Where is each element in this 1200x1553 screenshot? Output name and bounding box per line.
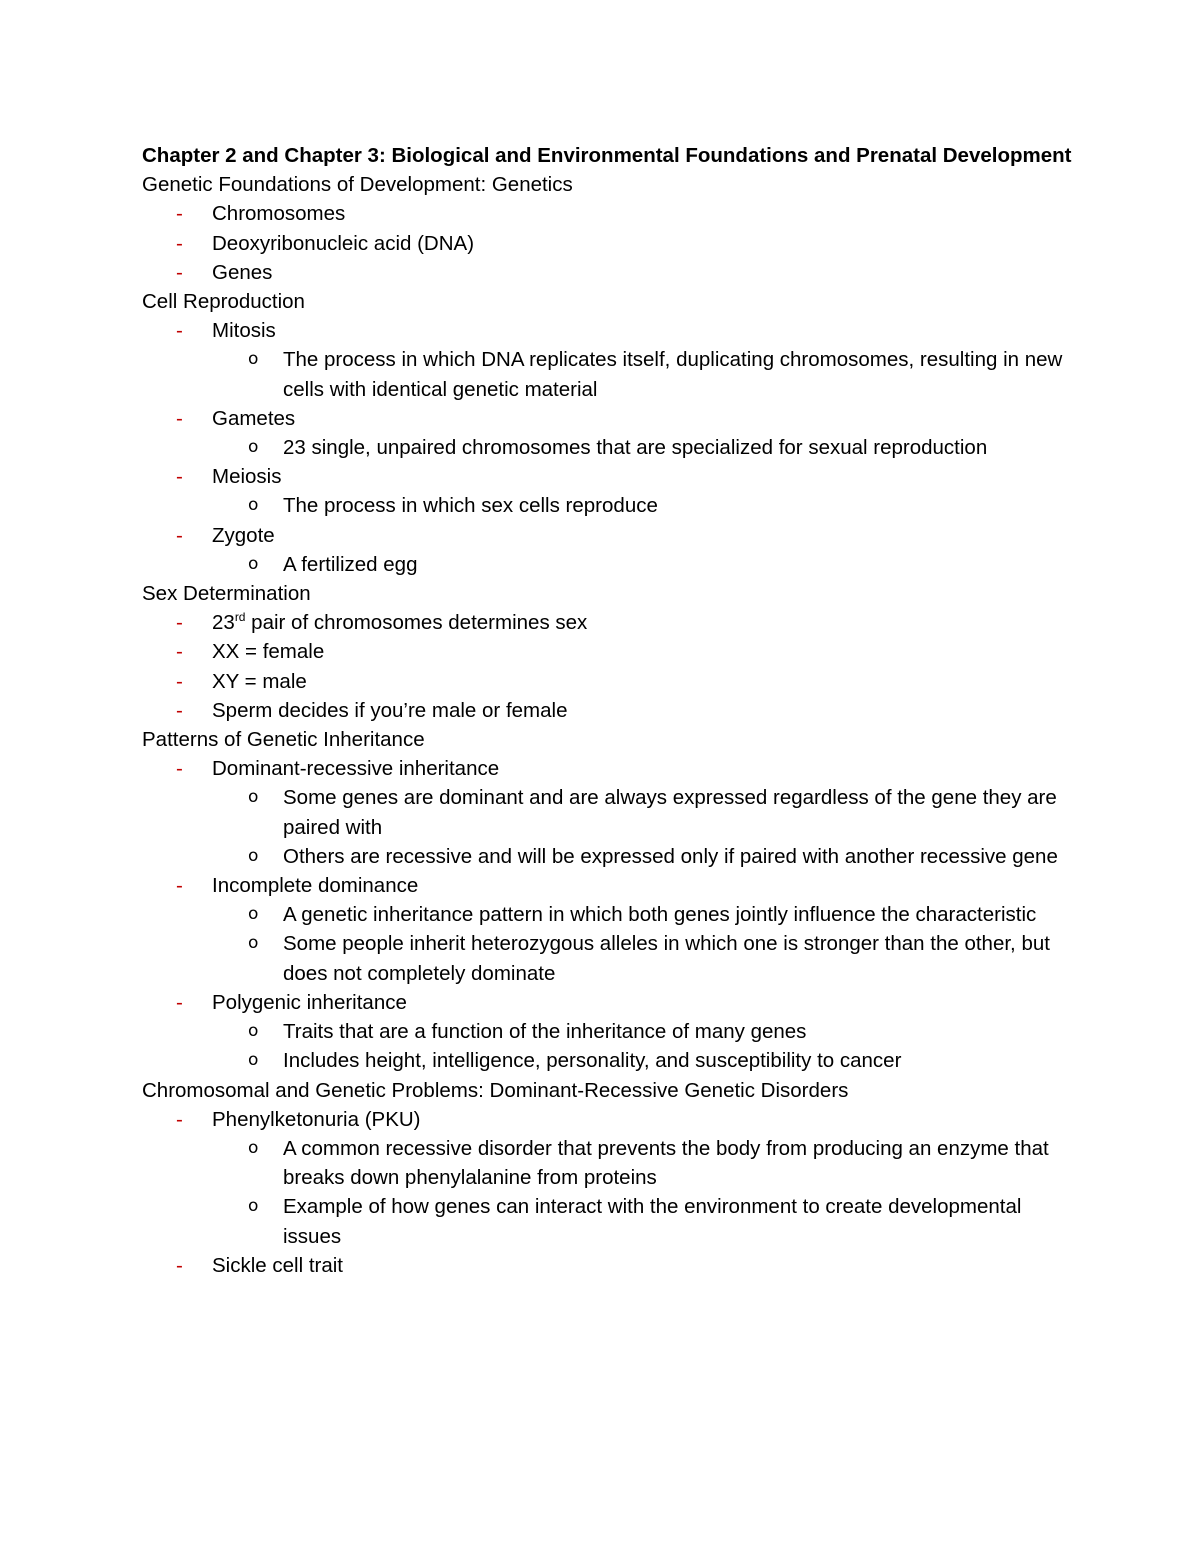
list-item-text: Mitosis: [212, 319, 276, 343]
sub-list-item-text: A fertilized egg: [283, 552, 418, 576]
list-item-text: Genes: [212, 260, 273, 284]
list-item: [142, 637, 1082, 666]
dash-bullet: -: [176, 319, 183, 343]
list-item: [142, 1105, 1082, 1134]
list-item-text: Sickle cell trait: [212, 1253, 344, 1277]
circle-bullet: o: [248, 1137, 259, 1158]
list-item: [142, 871, 1082, 900]
list-item: [142, 229, 1082, 258]
circle-bullet: o: [248, 1021, 259, 1042]
document-title: Chapter 2 and Chapter 3: Biological and Environmental Foundations and Prenatal Development: [142, 144, 1072, 167]
dash-bullet: -: [176, 465, 183, 489]
circle-bullet: o: [248, 553, 259, 574]
sub-list-item-text: A genetic inheritance pattern in which both genes jointly influence the characteristic: [283, 903, 1037, 927]
circle-bullet: o: [248, 933, 259, 954]
sub-list-item: [142, 1046, 1063, 1075]
dash-bullet: -: [176, 406, 183, 430]
list-item-text: Gametes: [212, 406, 296, 430]
dash-bullet: -: [176, 669, 183, 693]
list-item-text: XX = female: [212, 640, 325, 664]
list-item-text: Meiosis: [212, 465, 282, 489]
dash-bullet: -: [176, 640, 183, 664]
circle-bullet: o: [248, 1050, 259, 1071]
section-heading: Sex Determination: [142, 582, 311, 606]
circle-bullet: o: [248, 787, 259, 808]
dash-bullet: -: [176, 611, 183, 635]
list-item: [142, 521, 1082, 550]
sub-list-item-text: The process in which sex cells reproduce: [283, 494, 658, 518]
list-item: [142, 404, 1082, 433]
sub-list-item-text: Some genes are dominant and are always expressed regardless of the gene they are paired with: [283, 786, 1057, 839]
sub-list-item: [142, 1192, 1063, 1250]
list-item: [142, 1251, 1082, 1280]
sub-list-item: [142, 783, 1063, 841]
list-item: [142, 462, 1082, 491]
dash-bullet: -: [176, 523, 183, 547]
sub-list-item: [142, 550, 1063, 579]
circle-bullet: o: [248, 349, 259, 370]
sub-list-item-text: Others are recessive and will be expressed only if paired with another recessive gene: [283, 844, 1058, 868]
list-item-text: Polygenic inheritance: [212, 990, 407, 1014]
dash-bullet: -: [176, 231, 183, 255]
sub-list-item-text: 23 single, unpaired chromosomes that are specialized for sexual reproduction: [283, 436, 988, 460]
sub-list-item: [142, 433, 1063, 462]
sub-list-item: [142, 929, 1063, 987]
circle-bullet: o: [248, 904, 259, 925]
superscript: rd: [234, 610, 246, 625]
sub-list-item-text: Some people inherit heterozygous alleles in which one is stronger than the other, but does not completely dominate: [283, 932, 1050, 985]
dash-bullet: -: [176, 874, 183, 898]
list-item-text: Dominant-recessive inheritance: [212, 757, 500, 781]
list-item-text: 23rd pair of chromosomes determines sex: [212, 610, 588, 635]
list-item-text: Chromosomes: [212, 202, 346, 226]
list-item: [142, 754, 1082, 783]
dash-bullet: -: [176, 202, 183, 226]
document-content: [142, 170, 1082, 1280]
document-page: [142, 141, 1082, 1280]
list-item: [142, 608, 1082, 637]
sub-list-item: [142, 1017, 1063, 1046]
sub-list-item-text: Example of how genes can interact with the environment to create developmental issues: [283, 1195, 1022, 1248]
sub-list-item: [142, 1134, 1063, 1192]
dash-bullet: -: [176, 1107, 183, 1131]
sub-list-item: [142, 842, 1063, 871]
list-item-text: Zygote: [212, 523, 275, 547]
list-item: [142, 258, 1082, 287]
list-item-text: Sperm decides if you’re male or female: [212, 698, 568, 722]
dash-bullet: -: [176, 990, 183, 1014]
sub-list-item: [142, 900, 1063, 929]
sub-list-item-text: A common recessive disorder that prevents the body from producing an enzyme that breaks down phenylalanine from proteins: [283, 1136, 1049, 1190]
list-item-text: XY = male: [212, 669, 307, 693]
dash-bullet: -: [176, 1253, 183, 1277]
circle-bullet: o: [248, 845, 259, 866]
circle-bullet: o: [248, 437, 259, 458]
list-item-text: Incomplete dominance: [212, 874, 419, 898]
dash-bullet: -: [176, 260, 183, 284]
dash-bullet: -: [176, 698, 183, 722]
sub-list-item-text: Includes height, intelligence, personality, and susceptibility to cancer: [283, 1049, 902, 1073]
list-item-text: Phenylketonuria (PKU): [212, 1107, 421, 1131]
section-heading: Genetic Foundations of Development: Genetics: [142, 173, 573, 197]
list-item-text: Deoxyribonucleic acid (DNA): [212, 231, 475, 255]
sub-list-item-text: The process in which DNA replicates itself, duplicating chromosomes, resulting in new cells with identical genetic material: [283, 348, 1063, 401]
list-item: [142, 696, 1082, 725]
sub-list-item-text: Traits that are a function of the inheritance of many genes: [283, 1020, 807, 1044]
circle-bullet: o: [248, 495, 259, 516]
list-item: [142, 667, 1082, 696]
list-item: [142, 988, 1082, 1017]
sub-list-item: [142, 345, 1063, 403]
dash-bullet: -: [176, 757, 183, 781]
sub-list-item: [142, 491, 1063, 520]
circle-bullet: o: [248, 1196, 259, 1217]
section-heading: Chromosomal and Genetic Problems: Dominant-Recessive Genetic Disorders: [142, 1078, 849, 1102]
list-item: [142, 199, 1082, 228]
list-item: [142, 316, 1082, 345]
section-heading: Cell Reproduction: [142, 290, 305, 314]
section-heading: Patterns of Genetic Inheritance: [142, 728, 425, 752]
